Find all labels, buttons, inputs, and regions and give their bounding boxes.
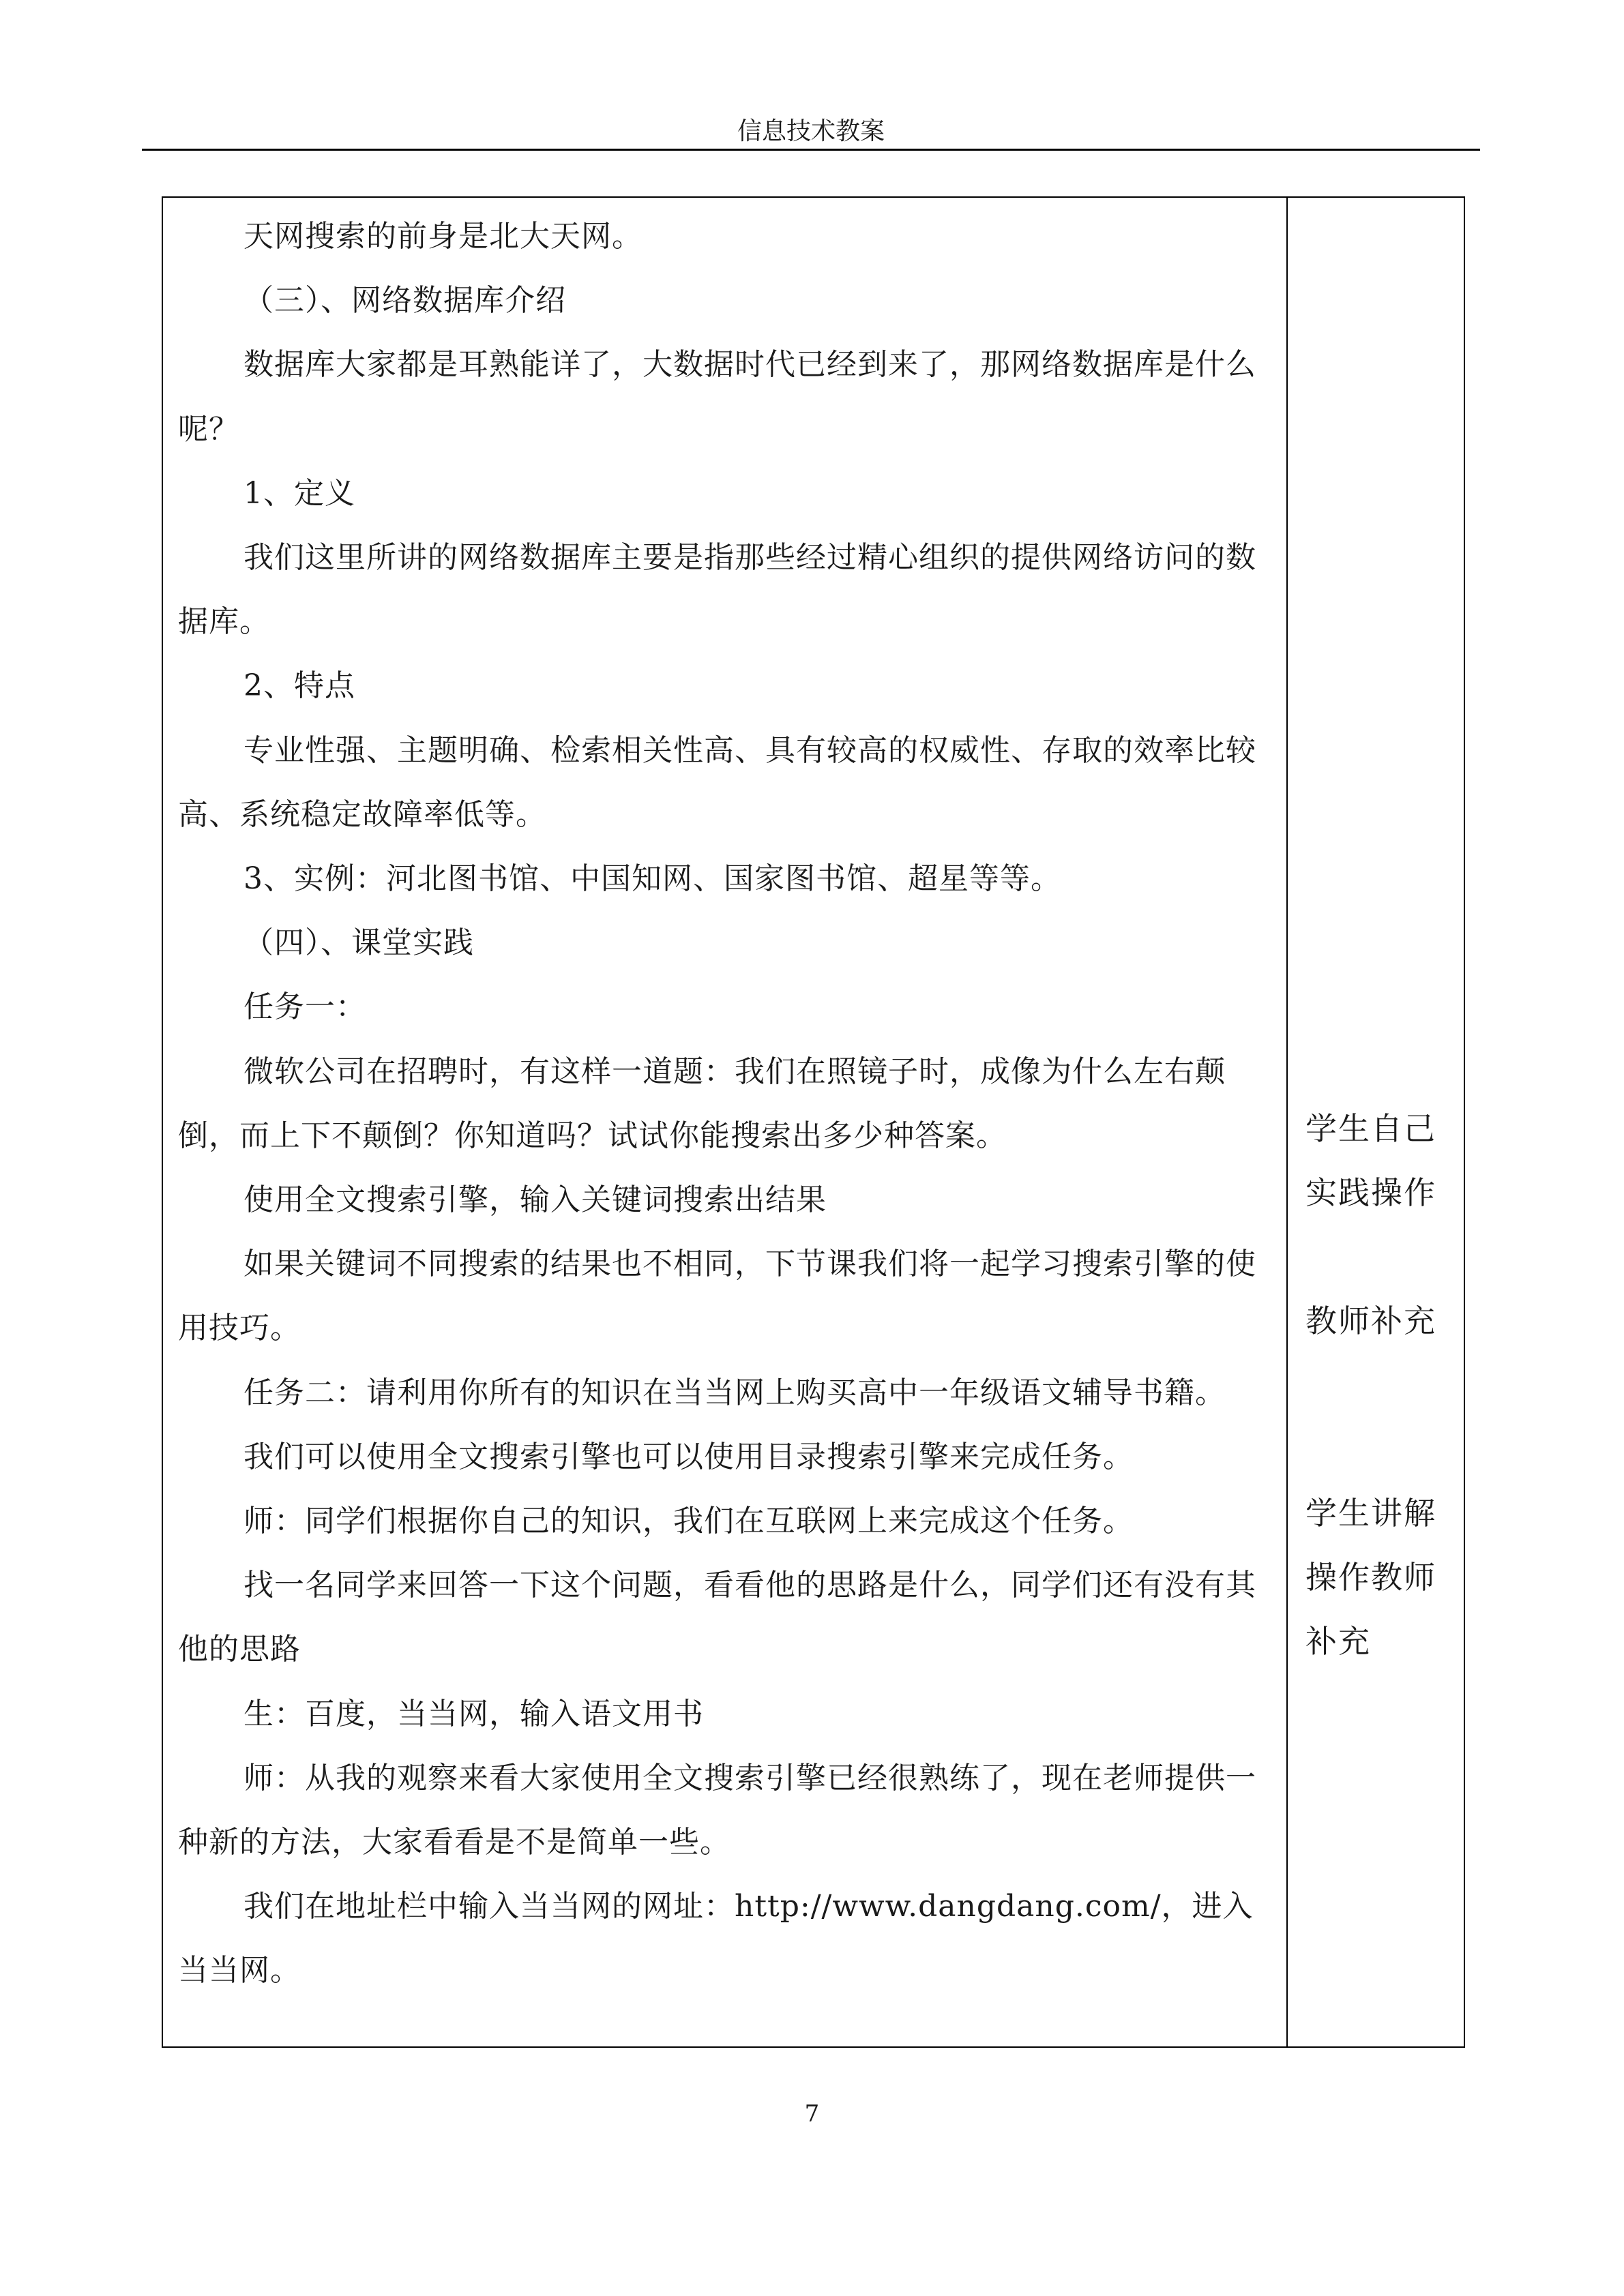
page-number: 7 xyxy=(804,2100,820,2128)
section-heading: （三）、网络数据库介绍 xyxy=(243,283,566,318)
paragraph: 专业性强、主题明确、检索相关性高、具有较高的权威性、存取的效率比较高、系统稳定故障率低等。 xyxy=(178,732,1256,832)
side-note: 学生讲解操作教师补充 xyxy=(1305,1495,1436,1660)
paragraph: 师：从我的观察来看大家使用全文搜索引擎已经很熟练了，现在老师提供一种新的方法，大家看看是不是简单一些。 xyxy=(178,1760,1256,1860)
subheading: 任务一： xyxy=(243,989,366,1025)
paragraph: 天网搜索的前身是北大天网。 xyxy=(243,219,643,254)
paragraph: 我们在地址栏中输入当当网的网址：http://www.dangdang.com/，进入当当网。 xyxy=(178,1889,1254,1988)
lesson-content xyxy=(178,205,1276,2003)
paragraph: 我们这里所讲的网络数据库主要是指那些经过精心组织的提供网络访问的数据库。 xyxy=(178,540,1256,640)
side-note: 教师补充 xyxy=(1305,1302,1436,1339)
paragraph: 数据库大家都是耳熟能详了，大数据时代已经到来了，那网络数据库是什么呢？ xyxy=(178,347,1256,447)
subheading: 1、定义 xyxy=(243,475,355,511)
paragraph: 任务二：请利用你所有的知识在当当网上购买高中一年级语文辅导书籍。 xyxy=(243,1375,1226,1410)
paragraph: 使用全文搜索引擎，输入关键词搜索出结果 xyxy=(243,1182,827,1218)
lesson-table xyxy=(162,196,1465,2048)
paragraph: 师：同学们根据你自己的知识，我们在互联网上来完成这个任务。 xyxy=(243,1504,1134,1539)
paragraph: 生：百度，当当网，输入语文用书 xyxy=(243,1696,704,1731)
column-divider xyxy=(1286,198,1288,2046)
section-heading: （四）、课堂实践 xyxy=(243,925,474,961)
page-header-title: 信息技术教案 xyxy=(737,117,885,145)
header-rule xyxy=(142,149,1480,151)
paragraph: 如果关键词不同搜索的结果也不相同，下节课我们将一起学习搜索引擎的使用技巧。 xyxy=(178,1247,1256,1346)
paragraph: 找一名同学来回答一下这个问题，看看他的思路是什么，同学们还有没有其他的思路 xyxy=(178,1568,1256,1667)
paragraph: 我们可以使用全文搜索引擎也可以使用目录搜索引擎来完成任务。 xyxy=(243,1439,1134,1474)
side-note: 学生自己实践操作 xyxy=(1305,1110,1436,1211)
paragraph: 3、实例：河北图书馆、中国知网、国家图书馆、超星等等。 xyxy=(243,861,1061,897)
paragraph: 微软公司在招聘时，有这样一道题：我们在照镜子时，成像为什么左右颠倒，而上下不颠倒？你知道吗？试试你能搜索出多少种答案。 xyxy=(178,1054,1226,1153)
subheading: 2、特点 xyxy=(243,668,355,704)
